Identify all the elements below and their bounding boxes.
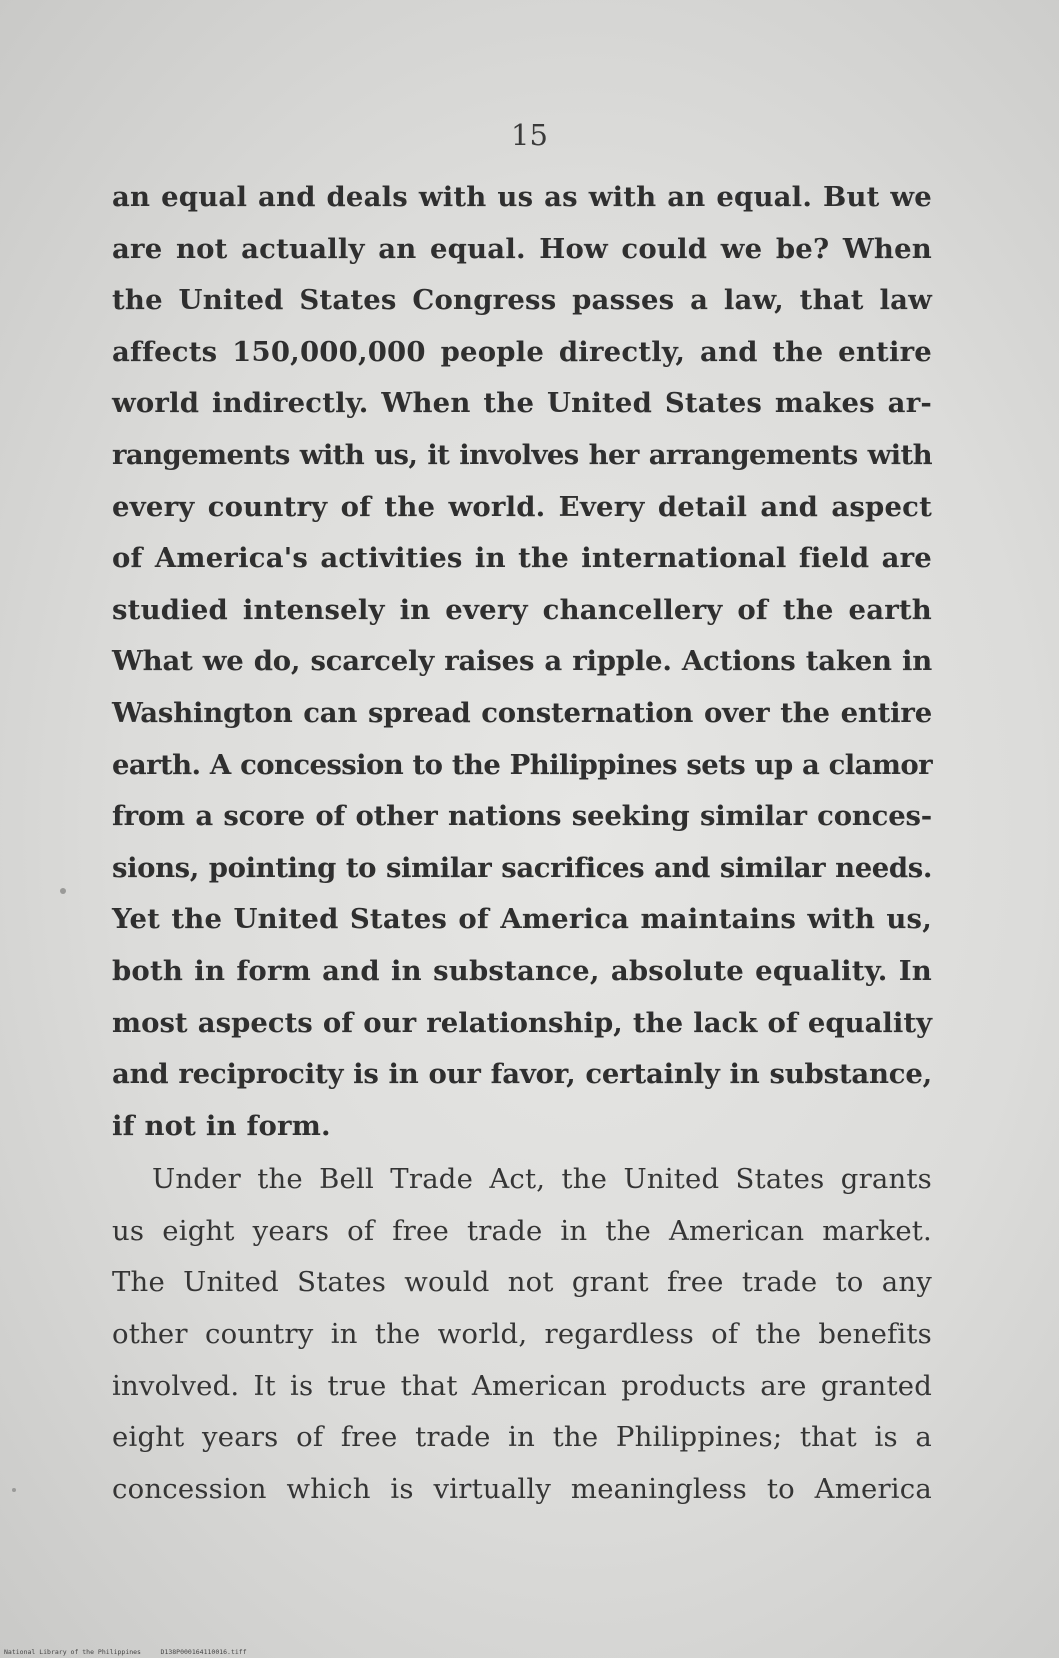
text-line: if not in form. bbox=[112, 1109, 331, 1142]
page-number: 15 bbox=[511, 118, 548, 152]
text-line: eight years of free trade in the Philippines; that is a bbox=[112, 1421, 932, 1454]
text-line: Yet the United States of America maintains with us, bbox=[112, 903, 932, 936]
scan-speck bbox=[60, 888, 66, 894]
text-line: rangements with us, it involves her arrangements with bbox=[112, 438, 932, 471]
text-line: both in form and in substance, absolute equality. In bbox=[112, 954, 932, 987]
text-line: and reciprocity is in our favor, certainly in substance, bbox=[112, 1058, 932, 1091]
paragraph-2 bbox=[112, 1154, 932, 1515]
text-line: concession which is virtually meaningless to America bbox=[112, 1472, 932, 1505]
text-line: the United States Congress passes a law, that law bbox=[112, 284, 932, 317]
paragraph-1 bbox=[112, 172, 932, 1152]
text-line: affects 150,000,000 people directly, and the entire bbox=[112, 335, 932, 368]
text-line: Under the Bell Trade Act, the United States grants bbox=[152, 1163, 932, 1196]
text-line: earth. A concession to the Philippines sets up a clamor bbox=[112, 748, 932, 781]
text-line: Washington can spread consternation over the entire bbox=[112, 696, 932, 729]
text-line: us eight years of free trade in the American market. bbox=[112, 1214, 932, 1247]
text-line: from a score of other nations seeking similar conces- bbox=[112, 800, 932, 833]
text-line: an equal and deals with us as with an equal. But we bbox=[112, 181, 932, 213]
scan-footer: National Library of the Philippines D138P000164110016.tiff bbox=[4, 1648, 247, 1656]
text-line: What we do, scarcely raises a ripple. Actions taken in bbox=[112, 645, 932, 678]
body-text bbox=[112, 172, 932, 1515]
text-line: studied intensely in every chancellery of the earth bbox=[112, 593, 932, 626]
scan-speck bbox=[12, 1488, 16, 1492]
text-line: sions, pointing to similar sacrifices and similar needs. bbox=[112, 851, 932, 884]
text-line: other country in the world, regardless of the benefits bbox=[112, 1318, 932, 1351]
text-line: every country of the world. Every detail and aspect bbox=[112, 490, 932, 523]
text-line: most aspects of our relationship, the lack of equality bbox=[112, 1006, 932, 1039]
text-line: are not actually an equal. How could we be? When bbox=[112, 232, 932, 265]
text-line: world indirectly. When the United States makes ar- bbox=[112, 387, 932, 420]
text-line: The United States would not grant free trade to any bbox=[112, 1266, 932, 1299]
text-line: of America's activities in the international field are bbox=[112, 542, 932, 575]
text-line: involved. It is true that American products are granted bbox=[112, 1369, 932, 1402]
